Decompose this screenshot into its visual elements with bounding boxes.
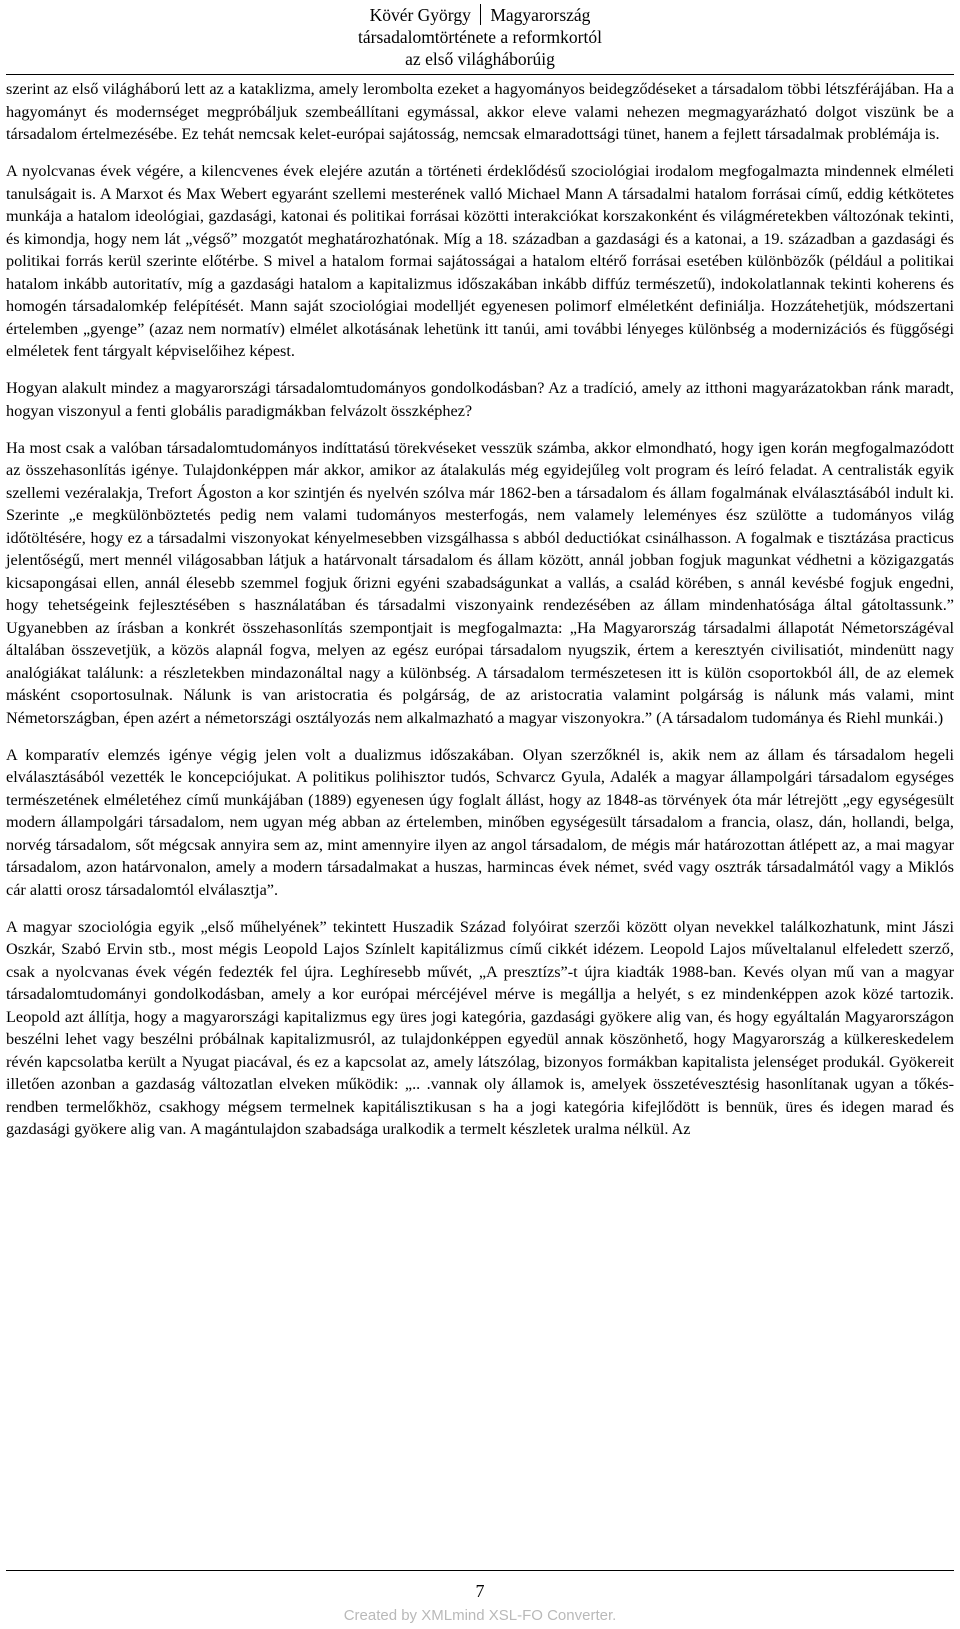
paragraph-4: Ha most csak a valóban társadalomtudományos indíttatású törekvéseket vesszük számba, akkor elmondható, hogy igen korán megfogalmazódott az összehasonlítás igénye. Tulajdonképpen már akkor, amikor az átalakulás még egyidejűleg volt program és leíró feladat. A centralisták egyik szellemi vezéralakja, Trefort Ágoston a kor szintjén és nyelvén szólva már 1862-ben a társadalom és állam fogalmának elválasztásából indult ki. Szerinte „e megkülönböztetés pedig nem valami tudományos mesterfogás, nem valamely leleményes ész szülötte a tudományos világ időtöltésére, hogy ez a társadalmi viszonyokat kényelmesebben vizsgálhassa s abból deductiókat csinálhasson. A fogalmak e tisztázása practicus jelentőségű, mert mennél világosabban látjuk a határvonalt társadalom és állam között, annál jobban fogjuk magunkat védhetni a közigazgatás kicsapongásai ellen, annál élesebb szemmel fogjuk őrizni egyéni szabadságunkat a vallás, a család körében, s annál kevésbé fogjuk engedni, hogy tehetségeink fejlesztésében s használatában és társadalmi viszonyaink rendezésében az állam mindenhatósága által gátoltassunk.” Ugyanebben az írásban a konkrét összehasonlítás szempontjait is megfogalmazta: „Ha Magyarország társadalmi állapotát Németországéval általában összevetjük, a közös alapnál fogva, melyen az egész európai társadalom nyugszik, értem a keresztyén civilisatiót, mindenütt nagy analógiákat találunk: a részletekben mindazonáltal nagy a különbség. A társadalom természetesen itt is külön csoportokból áll, de az elemek másként csoportosulnak. Nálunk is van aristocratia és polgárság, de az aristocratia valamint polgárság is nálunk más valami, mint Németországban, épen azért a németországi osztályozás nem alkalmazható a magyar viszonyokra.” (A társadalom tudománya és Riehl munkái.) bbox=[6, 438, 954, 727]
header-title-line-3: az első világháborúig bbox=[405, 49, 555, 69]
paragraph-3: Hogyan alakult mindez a magyarországi társadalomtudományos gondolkodásban? Az a tradíció, amely az itthoni magyarázatokban ránk maradt, hogyan viszonyul a fenti globális paradigmákban felvázolt összképhez? bbox=[6, 379, 954, 420]
watermark-suffix: . bbox=[612, 1607, 617, 1624]
header-top-line bbox=[0, 4, 960, 26]
converter-watermark bbox=[0, 1606, 960, 1626]
header-separator bbox=[480, 4, 482, 25]
paragraph-6: A magyar szociológia egyik „első műhelyének” tekintett Huszadik Század folyóirat szerzői között olyan nevekkel találkozhatunk, mint Jászi Oszkár, Szabó Ervin stb., most mégis Leopold Lajos Színlelt kapitálizmus című cikkét idézem. Leopold Lajos műveltalanul elfeledett szerző, csak a nyolcvanas évek végén fedezték fel újra. Leghíresebb művét, „A presztízs”-t újra kiadták 1988-ban. Kevés olyan mű van a magyar társadalomtudományi gondolkodásban, amely a kor európai mércéjével mérve is megállja a helyét, s ez mindenképpen azok közé tartozik. Leopold azt állítja, hogy a magyarországi kapitalizmus egy üres jogi kategória, gazdasági gyökere alig van, és hogy egyáltalán Magyarországon beszélni lehet vagy beszélni próbálnak kapitalizmusról, az tulajdonképpen egyedül annak köszönhető, hogy Magyarország a külkereskedelem révén kapcsolatba került a Nyugat piacával, és ez a kapcsolat az, amely látszólag, bizonyos formákban kapitalista jelenséget produkál. Gyökereit illetően azonban a gazdaság változatlan elveken működik: „.. .vannak oly államok is, amelyek összetévesztésig hasonlítanak ugyan a tőkés-rendben termelőkhöz, csakhogy mégsem termelnek kapitálisztikusan s ha a jogi kategória kifejlődött is bennük, üres és idegen marad és gazdasági gyökere alig van. A magántulajdon szabadsága uralkodik a termelt készletek uralma nélkül. Az bbox=[6, 917, 954, 1138]
running-header bbox=[0, 4, 960, 70]
header-divider bbox=[6, 74, 954, 75]
header-title: Magyarország bbox=[490, 5, 591, 25]
header-title-line-2: társadalomtörténete a reformkortól bbox=[358, 27, 602, 47]
document-body bbox=[6, 78, 954, 1155]
paragraph-2: A nyolcvanas évek végére, a kilencvenes évek elejére azután a történeti érdeklődésű szociológiai irodalom megfogalmazta mindennek elméleti tanulságait is. A Marxot és Max Webert egyaránt szellemi mesterének valló Michael Mann A társadalmi hatalom forrásai című, eddig kétkötetes munkája a hatalom ideológiai, gazdasági, katonai és politikai forrásai közötti interakciókat korszakonként és világméretekben változónak tekinti, és kimondja, hogy nem lát „végső” mozgatót meghatározhatónak. Míg a 18. században a gazdasági és a katonai, a 19. században a gazdasági és politikai forrás kerül szerinte előtérbe. S mivel a hatalom formai sajátosságai a hatalom eltérő forrásai esetében különbözők (például a politikai hatalom inkább autoritatív, míg a gazdasági hatalom a kapitalizmus időszakában inkább diffúz természetű), indokolatlannak tekinti koherens és homogén társadalomkép felépítését. Mann saját szociológiai modelljét egyenesen polimorf elméletként definiálja. Hozzátehetjük, módszertani értelemben „gyenge” (azaz nem normatív) elmélet alkotásának lehetünk itt tanúi, ami további lényeges különbség a modernizációs és függőségi elméletek fent tárgyalt képviselőihez képest. bbox=[6, 162, 954, 360]
paragraph-1: szerint az első világháború lett az a kataklizma, amely lerombolta ezeket a hagyományos beidegződéseket a társadalom többi létszférájában. Ha a hagyományt és modernséget megpróbáljuk szembeállítani egymással, akkor eleve valami nehezen megmagyarázható dolgot viszünk be a társadalom értelmezésébe. Ez tehát nemcsak kelet-európai sajátosság, nemcsak elmaradottsági tünet, hanem a fejlett társadalmak problémája is. bbox=[6, 80, 954, 143]
watermark-prefix: Created by bbox=[343, 1607, 422, 1624]
header-author: Kövér György bbox=[369, 5, 471, 25]
footer-divider bbox=[6, 1570, 954, 1571]
paragraph-5: A komparatív elemzés igénye végig jelen volt a dualizmus időszakában. Olyan szerzőknél is, akik nem az állam és társadalom hegeli elválasztásából vezették le koncepciójukat. A politikus polihisztor tudós, Schvarcz Gyula, Adalék a magyar állampolgári társadalom egységes természetének elméletéhez című munkájában (1889) egyenesen úgy foglalt állást, hogy az 1848-as törvények óta már létrejött „egy egységesült modern állampolgári társadalom, nem ugyan még abban az értelemben, minőben egységesült társadalom a francia, olasz, dán, hollandi, belga, norvég társadalom, sőt mégcsak annyira sem az, mint amennyire ilyen az angol társadalom, de mégis már határozottan átlépett az, a mai magyar társadalom, azon határvonalon, amely a modern társadalmakat a huszas, harmincas évek német, svéd vagy osztrák társadalmától vagy a Miklós cár alatti orosz társadalomtól elválasztja”. bbox=[6, 745, 954, 899]
watermark-brand: XMLmind XSL-FO Converter bbox=[421, 1607, 613, 1624]
page-number: 7 bbox=[475, 1581, 485, 1601]
